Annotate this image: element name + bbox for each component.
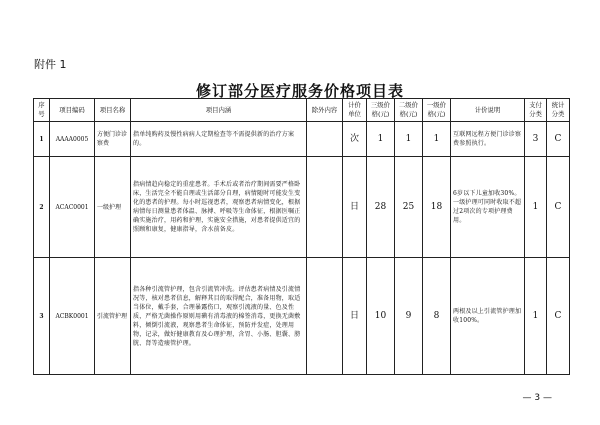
header-pay: 支付分类 bbox=[525, 99, 547, 122]
cell-content: 指病情趋向稳定的重症患者。手术后或者治疗期间需要严格卧床，生活完全不能自理或生活部分自理，病情随时可能发生变化的患者的护理。每小时巡视患者，观察患者病情变化，根据病情每日测量患者体温、脉搏、呼吸等生命体征，根据医嘱正确实施治疗，用药和护理，实施安全措施，对患者提供适宜的照顾和康复，健康指导，含水前备皮。 bbox=[131, 157, 307, 258]
cell-stat: C bbox=[547, 258, 570, 375]
price-table bbox=[33, 98, 570, 375]
cell-code: ACAC0001 bbox=[50, 157, 95, 258]
cell-unit: 日 bbox=[343, 157, 367, 258]
cell-note: 两根及以上引流管护理加收100%。 bbox=[451, 258, 525, 375]
header-stat: 统计分类 bbox=[547, 99, 570, 122]
cell-except bbox=[307, 258, 343, 375]
header-level1: 一级价格(元) bbox=[423, 99, 451, 122]
cell-pay: 3 bbox=[525, 122, 547, 157]
cell-level2: 1 bbox=[395, 122, 423, 157]
table-row bbox=[34, 122, 570, 157]
header-except: 除外内容 bbox=[307, 99, 343, 122]
cell-level1: 18 bbox=[423, 157, 451, 258]
cell-seq: 3 bbox=[34, 258, 50, 375]
header-seq: 序号 bbox=[34, 99, 50, 122]
page-number: — 3 — bbox=[522, 393, 552, 403]
cell-note: 互联网远程方便门诊诊察费参照执行。 bbox=[451, 122, 525, 157]
cell-level3: 10 bbox=[367, 258, 395, 375]
header-unit: 计价单位 bbox=[343, 99, 367, 122]
cell-level2: 25 bbox=[395, 157, 423, 258]
document-title: 修订部分医疗服务价格项目表 bbox=[195, 82, 404, 100]
cell-level3: 28 bbox=[367, 157, 395, 258]
cell-stat: C bbox=[547, 122, 570, 157]
cell-level3: 1 bbox=[367, 122, 395, 157]
header-level3: 三级价格(元) bbox=[367, 99, 395, 122]
table-row bbox=[34, 258, 570, 375]
cell-level1: 8 bbox=[423, 258, 451, 375]
cell-level1: 1 bbox=[423, 122, 451, 157]
header-code: 项目编码 bbox=[50, 99, 95, 122]
header-note: 计价说明 bbox=[451, 99, 525, 122]
table-header-row bbox=[34, 99, 570, 122]
table-row bbox=[34, 157, 570, 258]
cell-except bbox=[307, 157, 343, 258]
cell-seq: 1 bbox=[34, 122, 50, 157]
cell-pay: 1 bbox=[525, 258, 547, 375]
cell-name: 一级护理 bbox=[95, 157, 131, 258]
header-content: 项目内涵 bbox=[131, 99, 307, 122]
cell-name: 方便门诊诊察费 bbox=[95, 122, 131, 157]
cell-except bbox=[307, 122, 343, 157]
cell-unit: 日 bbox=[343, 258, 367, 375]
cell-code: AAAA0005 bbox=[50, 122, 95, 157]
cell-seq: 2 bbox=[34, 157, 50, 258]
cell-content: 指单纯购药及慢性病病人定期检查等不需提供新的治疗方案的。 bbox=[131, 122, 307, 157]
cell-code: ACBK0001 bbox=[50, 258, 95, 375]
cell-content: 指各种引流管护理，包含引流管冲洗。评估患者病情及引流情况等，核对患者信息，解释其目的取得配合，准备用物，取适当体位，戴手套，合理暴露伤口，观察引流液的量、色及性质，严格无菌操作原则用碘有消毒液的棉签消毒，更换无菌敷料，倾倒引流液，观察患者生命体征，预防并发症，处理用物，记录，做好健康教育及心理护理，含胃、小肠、胆囊、膀胱、肾等造瘘管护理。 bbox=[131, 258, 307, 375]
cell-name: 引流管护理 bbox=[95, 258, 131, 375]
cell-pay: 1 bbox=[525, 157, 547, 258]
cell-stat: C bbox=[547, 157, 570, 258]
cell-unit: 次 bbox=[343, 122, 367, 157]
header-name: 项目名称 bbox=[95, 99, 131, 122]
header-level2: 二级价格(元) bbox=[395, 99, 423, 122]
cell-note: 6岁以下儿童加收30%。一级护理可同时收取不超过2项次的专项护理费用。 bbox=[451, 157, 525, 258]
attachment-label: 附件 1 bbox=[34, 58, 67, 71]
cell-level2: 9 bbox=[395, 258, 423, 375]
